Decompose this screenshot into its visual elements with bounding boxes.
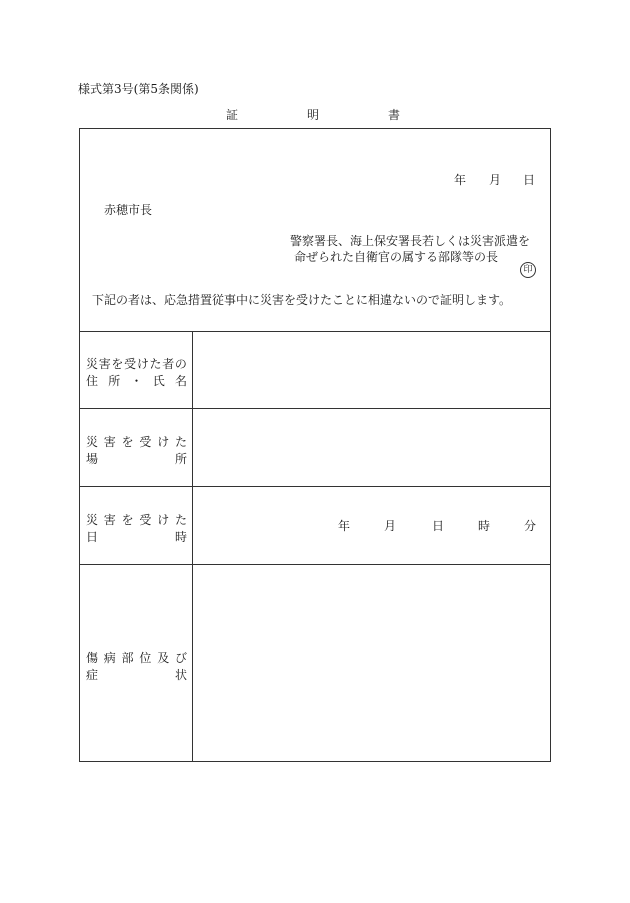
- row-datetime-label-cell: [80, 487, 193, 564]
- document-title: [0, 106, 630, 122]
- issuer-line-2: 命ぜられた自衛官の属する部隊等の長: [294, 250, 499, 264]
- date-day-label: 日: [523, 173, 536, 187]
- row-place-label-line2: [86, 450, 187, 467]
- label-char: 部: [121, 651, 134, 665]
- label-char: 症: [86, 668, 99, 682]
- label-char: 時: [174, 530, 187, 544]
- label-char: け: [157, 513, 170, 527]
- row-place-label-line1: [86, 433, 187, 450]
- label-char: を: [121, 435, 134, 449]
- label-char: た: [149, 357, 162, 371]
- title-char-2: 明: [307, 108, 320, 122]
- label-char: 害: [98, 357, 111, 371]
- row-datetime: [80, 487, 550, 565]
- label-char: を: [121, 513, 134, 527]
- label-char: 及: [157, 651, 170, 665]
- label-char: の: [174, 357, 187, 371]
- datetime-month-label: 月: [384, 519, 397, 533]
- label-char: を: [111, 357, 124, 371]
- label-char: 所: [108, 374, 121, 388]
- datetime-year-label: 年: [338, 519, 351, 533]
- addressee: 赤穂市長: [104, 203, 153, 217]
- label-char: び: [174, 651, 187, 665]
- certificate-frame: [79, 128, 551, 762]
- label-char: 災: [86, 435, 99, 449]
- row-datetime-label-line2: [86, 528, 187, 545]
- label-char: け: [157, 435, 170, 449]
- label-char: 者: [162, 357, 175, 371]
- label-char: 病: [103, 651, 116, 665]
- label-char: 傷: [86, 651, 99, 665]
- issuer-line-1: 警察署長、海上保安署長若しくは災害派遣を: [290, 234, 531, 248]
- label-char: 害: [103, 435, 116, 449]
- datetime-minute-label: 分: [524, 519, 537, 533]
- datetime-hour-label: 時: [478, 519, 491, 533]
- label-char: 受: [139, 513, 152, 527]
- form-number: 様式第3号(第5条関係): [78, 82, 199, 96]
- row-injury-label-line1: [86, 649, 187, 666]
- label-char: 日: [86, 530, 99, 544]
- certification-statement: 下記の者は、応急措置従事中に災害を受けたことに相違ないので証明します。: [92, 293, 512, 307]
- label-char: た: [174, 435, 187, 449]
- date-month-label: 月: [489, 173, 502, 187]
- label-char: 名: [174, 374, 187, 388]
- label-char: 害: [103, 513, 116, 527]
- label-char: 住: [86, 374, 99, 388]
- row-injury: [80, 565, 550, 761]
- label-char: 所: [174, 452, 187, 466]
- row-victim-label-line2: [86, 372, 187, 389]
- row-victim-label-line1: [86, 355, 187, 372]
- label-char: 氏: [152, 374, 165, 388]
- label-char: 場: [86, 452, 99, 466]
- label-char: 災: [86, 357, 99, 371]
- datetime-day-label: 日: [432, 519, 445, 533]
- label-char: 受: [139, 435, 152, 449]
- label-char: 災: [86, 513, 99, 527]
- label-char: ・: [130, 374, 143, 388]
- seal-mark: 印: [520, 262, 536, 278]
- title-char-1: 証: [226, 108, 239, 122]
- label-char: 位: [139, 651, 152, 665]
- row-victim-label-cell: [80, 331, 193, 408]
- row-injury-label-line2: [86, 666, 187, 683]
- label-char: け: [136, 357, 149, 371]
- title-char-3: 書: [388, 108, 401, 122]
- row-victim: [80, 331, 550, 409]
- row-injury-label-cell: [80, 565, 193, 761]
- certificate-header-section: [80, 129, 550, 332]
- label-char: 受: [124, 357, 137, 371]
- date-year-label: 年: [454, 173, 467, 187]
- row-place-label-cell: [80, 409, 193, 486]
- row-datetime-label-line1: [86, 511, 187, 528]
- row-place: [80, 409, 550, 487]
- label-char: た: [174, 513, 187, 527]
- label-char: 状: [174, 668, 187, 682]
